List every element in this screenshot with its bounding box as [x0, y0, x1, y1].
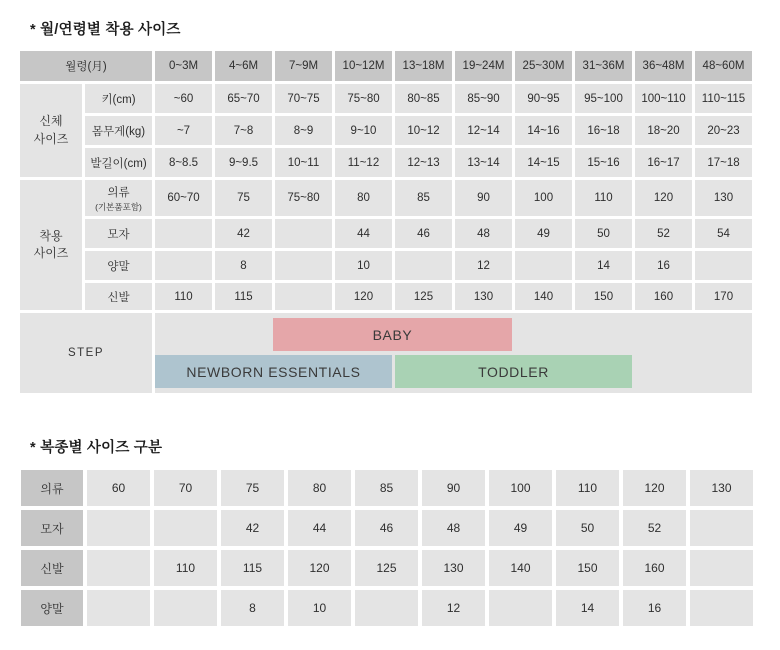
cell: 8~8.5	[155, 148, 212, 177]
cell: 160	[623, 550, 686, 586]
cell: 49	[489, 510, 552, 546]
cell: 160	[635, 283, 692, 310]
clothing-size-row	[21, 470, 753, 506]
month-col-header: 48~60M	[695, 51, 752, 81]
step-row	[20, 313, 752, 393]
cell	[87, 590, 150, 626]
cell: 110	[575, 180, 632, 216]
cell: 120	[623, 470, 686, 506]
cell: 13~14	[455, 148, 512, 177]
cell: 110	[154, 550, 217, 586]
row-label-foot-length: 발길이(cm)	[85, 148, 152, 177]
cell: 18~20	[635, 116, 692, 145]
cell: 50	[556, 510, 619, 546]
cell: 44	[335, 219, 392, 248]
cell: 110~115	[695, 84, 752, 113]
cell	[155, 219, 212, 248]
cell: 14~15	[515, 148, 572, 177]
cell	[87, 550, 150, 586]
cell	[155, 251, 212, 280]
cell: 125	[395, 283, 452, 310]
cell: 48	[422, 510, 485, 546]
cell: 46	[355, 510, 418, 546]
socks-row	[20, 251, 752, 280]
cell: 120	[335, 283, 392, 310]
step-bar-toddler: TODDLER	[395, 355, 632, 388]
hat-row	[20, 219, 752, 248]
cell: 46	[395, 219, 452, 248]
cell: 80	[335, 180, 392, 216]
cell: 12~13	[395, 148, 452, 177]
cell: 14	[556, 590, 619, 626]
cell: 130	[422, 550, 485, 586]
cell: 140	[515, 283, 572, 310]
cell: 90~95	[515, 84, 572, 113]
month-col-header: 31~36M	[575, 51, 632, 81]
cell: 120	[635, 180, 692, 216]
month-col-header: 7~9M	[275, 51, 332, 81]
cell: 170	[695, 283, 752, 310]
cell: 100~110	[635, 84, 692, 113]
cell: 16	[635, 251, 692, 280]
cell	[154, 510, 217, 546]
cell: 115	[221, 550, 284, 586]
row-label-shoes: 신발	[21, 550, 83, 586]
month-col-header: 4~6M	[215, 51, 272, 81]
cell	[489, 590, 552, 626]
cell: ~60	[155, 84, 212, 113]
cell: 42	[215, 219, 272, 248]
cell: 16~17	[635, 148, 692, 177]
cell: 10~12	[395, 116, 452, 145]
socks-size-row	[21, 590, 753, 626]
month-header-label: 월령(月)	[20, 51, 152, 81]
cell: 150	[556, 550, 619, 586]
cell: 65~70	[215, 84, 272, 113]
cell: 9~9.5	[215, 148, 272, 177]
cell: 100	[489, 470, 552, 506]
cell: 60~70	[155, 180, 212, 216]
cell: 50	[575, 219, 632, 248]
group-label-body-size: 신체 사이즈	[20, 84, 82, 177]
cell: 120	[288, 550, 351, 586]
cell	[690, 590, 753, 626]
cell: 20~23	[695, 116, 752, 145]
step-bar-newborn-essentials: NEWBORN ESSENTIALS	[155, 355, 392, 388]
cell	[275, 283, 332, 310]
step-label: STEP	[20, 313, 152, 393]
cell: 48	[455, 219, 512, 248]
cell: 85	[355, 470, 418, 506]
row-label-weight: 몸무게(kg)	[85, 116, 152, 145]
month-col-header: 36~48M	[635, 51, 692, 81]
cell: 90	[422, 470, 485, 506]
hat-size-row	[21, 510, 753, 546]
month-col-header: 0~3M	[155, 51, 212, 81]
cell	[695, 251, 752, 280]
cell: 52	[635, 219, 692, 248]
cell: 85	[395, 180, 452, 216]
cell: 9~10	[335, 116, 392, 145]
foot-length-row	[20, 148, 752, 177]
month-col-header: 13~18M	[395, 51, 452, 81]
cell: 7~8	[215, 116, 272, 145]
section2-title: * 복종별 사이즈 구분	[30, 440, 163, 456]
cell: 42	[221, 510, 284, 546]
month-col-header: 25~30M	[515, 51, 572, 81]
cell: 60	[87, 470, 150, 506]
cell	[275, 251, 332, 280]
step-bar-baby: BABY	[273, 318, 512, 351]
cell: 75~80	[275, 180, 332, 216]
row-label-hat: 모자	[21, 510, 83, 546]
cell: 12	[455, 251, 512, 280]
cell	[154, 590, 217, 626]
cell: ~7	[155, 116, 212, 145]
clothing-row	[20, 180, 752, 216]
step-bars-area	[155, 313, 752, 393]
row-label-socks: 양말	[21, 590, 83, 626]
cell	[355, 590, 418, 626]
cell: 115	[215, 283, 272, 310]
cell: 49	[515, 219, 572, 248]
month-col-header: 10~12M	[335, 51, 392, 81]
month-col-header: 19~24M	[455, 51, 512, 81]
shoes-size-row	[21, 550, 753, 586]
age-size-table	[17, 48, 755, 396]
cell: 12~14	[455, 116, 512, 145]
cell: 100	[515, 180, 572, 216]
month-header-row	[20, 51, 752, 81]
cell: 10	[288, 590, 351, 626]
cell: 70	[154, 470, 217, 506]
cell: 16~18	[575, 116, 632, 145]
group-label-wearing-size: 착용 사이즈	[20, 180, 82, 310]
cell: 130	[455, 283, 512, 310]
cell: 110	[556, 470, 619, 506]
cell: 8	[221, 590, 284, 626]
row-label-height: 키(cm)	[85, 84, 152, 113]
height-row	[20, 84, 752, 113]
row-label-clothing: 의류 (기본품포함)	[85, 180, 152, 216]
cell	[275, 219, 332, 248]
item-size-table	[17, 466, 757, 630]
section1-title: * 월/연령별 착용 사이즈	[30, 22, 181, 38]
cell	[690, 510, 753, 546]
cell: 80	[288, 470, 351, 506]
cell: 75	[221, 470, 284, 506]
cell: 12	[422, 590, 485, 626]
cell	[690, 550, 753, 586]
cell: 54	[695, 219, 752, 248]
cell: 125	[355, 550, 418, 586]
cell: 11~12	[335, 148, 392, 177]
cell: 44	[288, 510, 351, 546]
cell: 8	[215, 251, 272, 280]
cell	[515, 251, 572, 280]
step-bars-container	[155, 313, 752, 393]
cell: 8~9	[275, 116, 332, 145]
cell: 14	[575, 251, 632, 280]
cell: 10~11	[275, 148, 332, 177]
cell: 110	[155, 283, 212, 310]
cell: 130	[690, 470, 753, 506]
cell	[395, 251, 452, 280]
cell: 70~75	[275, 84, 332, 113]
row-label-shoes: 신발	[85, 283, 152, 310]
cell: 10	[335, 251, 392, 280]
cell: 90	[455, 180, 512, 216]
section-gap	[17, 396, 780, 430]
cell: 17~18	[695, 148, 752, 177]
row-label-hat: 모자	[85, 219, 152, 248]
weight-row	[20, 116, 752, 145]
cell: 14~16	[515, 116, 572, 145]
cell: 140	[489, 550, 552, 586]
shoes-row	[20, 283, 752, 310]
cell: 150	[575, 283, 632, 310]
cell: 85~90	[455, 84, 512, 113]
cell	[87, 510, 150, 546]
cell: 95~100	[575, 84, 632, 113]
cell: 80~85	[395, 84, 452, 113]
cell: 16	[623, 590, 686, 626]
row-label-socks: 양말	[85, 251, 152, 280]
row-label-clothing: 의류	[21, 470, 83, 506]
cell: 130	[695, 180, 752, 216]
cell: 75~80	[335, 84, 392, 113]
cell: 75	[215, 180, 272, 216]
cell: 15~16	[575, 148, 632, 177]
cell: 52	[623, 510, 686, 546]
